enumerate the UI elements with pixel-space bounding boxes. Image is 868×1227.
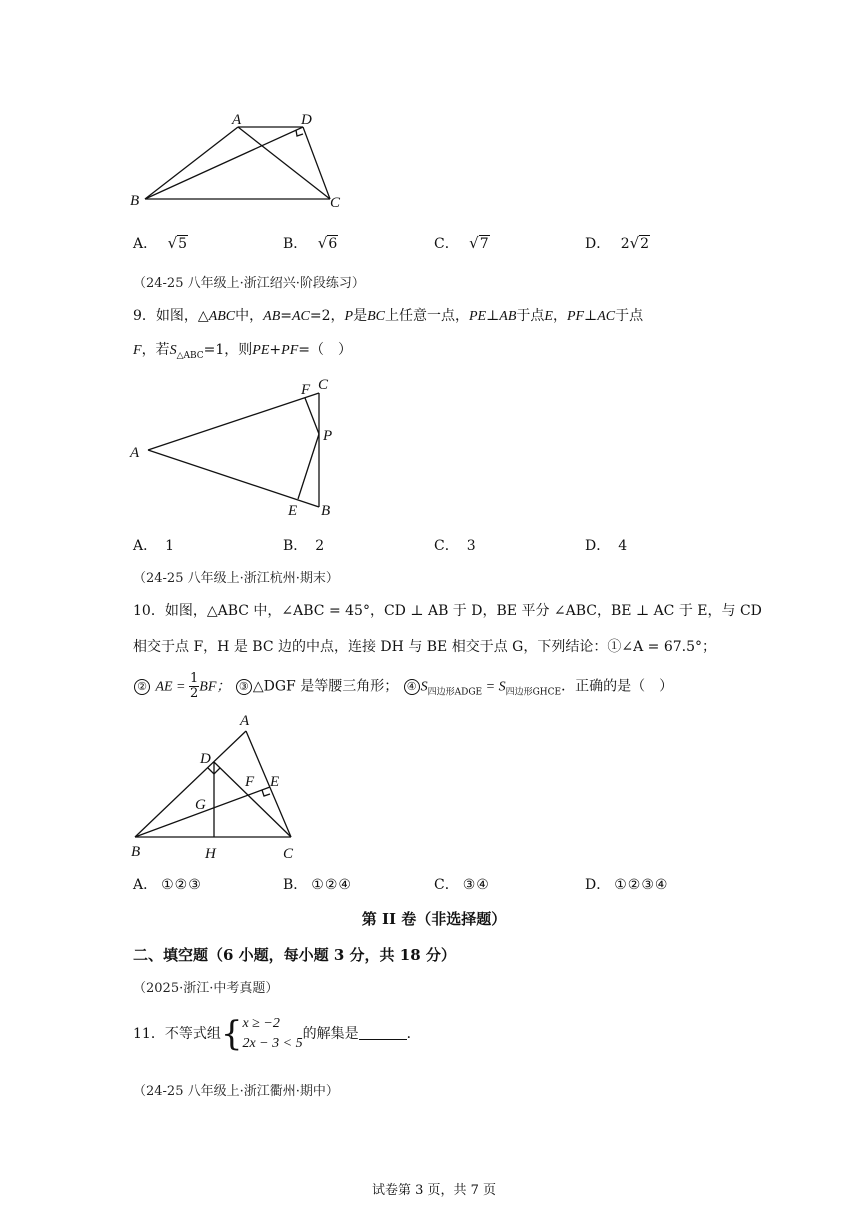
page-footer: 试卷第 3 页，共 7 页 [371,1183,497,1198]
q10-label-D: D [200,751,211,767]
q9-line1: 9．如图，△ABC中，AB=AC=2，P是BC上任意一点，PE⊥AB于点E，PF⊥AC于点 [133,308,644,324]
q11-source: （2025·浙江·中考真题） [133,981,279,996]
q10-option-c: C． ③④ [434,877,490,893]
part2-title: 二、填空题（6 小题，每小题 3 分，共 18 分） [133,946,456,964]
q9-option-b: B． 2 [283,538,325,554]
q10-option-a: A． ①②③ [133,877,202,893]
q10-option-b: B． ①②④ [283,877,352,893]
q9-option-d: D． 4 [585,538,628,554]
q9-option-a: A． 1 [133,538,175,554]
section-title: 第 II 卷（非选择题） [361,910,507,928]
q8-figure [125,105,355,215]
q8-option-c: C． √7 [434,234,489,252]
q9-label-F: F [301,382,311,398]
q9-label-E: E [288,503,298,519]
q10-label-A: A [240,713,250,729]
q10-label-G: G [195,797,206,813]
q8-label-C: C [330,195,341,211]
q10-line2: 相交于点 F，H 是 BC 边的中点，连接 DH 与 BE 相交于点 G，下列结论：①∠A = 67.5°； [133,639,717,655]
q10-source: （24-25 八年级上·浙江杭州·期末） [133,571,339,586]
next-question-source: （24-25 八年级上·浙江衢州·期中） [133,1084,339,1099]
q10-label-H: H [205,846,216,862]
q10-label-F: F [245,774,255,790]
q9-label-P: P [323,428,333,444]
q10-label-B: B [131,844,141,860]
q9-line2: F，若$S_{\triangle ABC}=1$，则PE+PF=（ ） [133,342,352,361]
q9-label-B: B [321,503,331,519]
q8-option-d: D． 2√2 [585,234,650,252]
q10-label-C: C [283,846,294,862]
q10-line3: ② AE = $\frac{1}{2}$ BF； ③ △DGF 是等腰三角形； ④ $S_{四边形ADGE} = S_{四边形GHCE}$．正确的是（ ） [133,672,673,702]
q10-figure [125,708,315,866]
q10-label-E: E [270,774,280,790]
q8-option-a: A． √5 [133,234,188,252]
q8-label-B: B [130,193,140,209]
q9-source: （24-25 八年级上·浙江绍兴·阶段练习） [133,276,365,291]
q10-line1: 10．如图，△ABC 中，∠ABC = 45°，CD ⊥ AB 于 D，BE 平分 ∠ABC，BE ⊥ AC 于 E，与 CD [133,603,762,619]
q9-label-A: A [130,445,140,461]
q11-line: 11．不等式组{ x ≥ −2 2x − 3 < 5 的解集是 ． [133,1014,421,1054]
q9-option-c: C． 3 [434,538,476,554]
q9-label-C: C [318,377,329,393]
q10-option-d: D． ①②③④ [585,877,669,893]
q9-figure [125,372,355,522]
q8-label-D: D [301,112,312,128]
q8-option-b: B． √6 [283,234,338,252]
q11-answer-blank[interactable] [359,1025,407,1040]
q8-label-A: A [232,112,242,128]
